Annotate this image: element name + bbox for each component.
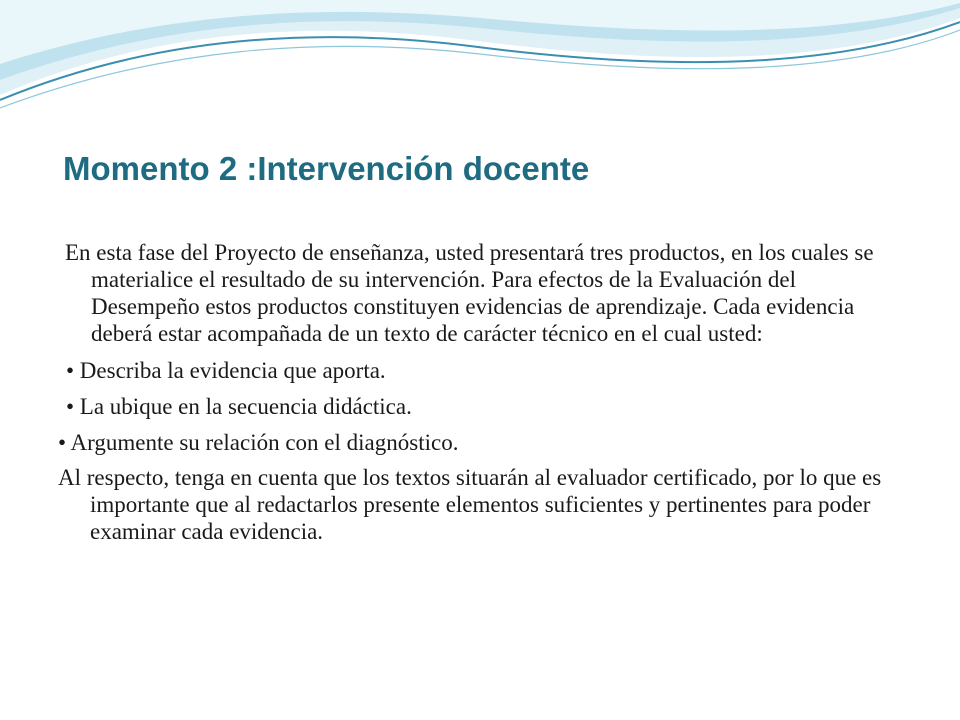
intro-paragraph: En esta fase del Proyecto de enseñanza, usted presentará tres productos, en los cuales se materialice el resultado de su intervención. Para efectos de la Evaluación del Desempeño estos productos constituyen evidencias de aprendizaje. Cada evidencia deberá estar acompañada de un texto de carácter técnico en el cual usted: — [65, 240, 874, 346]
slide-body — [58, 239, 908, 545]
bullet-locate: • La ubique en la secuencia didáctica. — [66, 394, 412, 419]
closing-paragraph: Al respecto, tenga en cuenta que los textos situarán al evaluador certificado, por lo que es importante que al redactarlos presente elementos suficientes y pertinentes para poder examinar cada evidencia. — [58, 465, 882, 544]
slide-title — [63, 145, 589, 193]
title-colon: : — [246, 150, 258, 187]
title-topic: Intervención docente — [257, 150, 590, 187]
decorative-wave-header — [0, 0, 960, 120]
bullet-argue: • Argumente su relación con el diagnóstico. — [58, 430, 459, 455]
title-moment: Momento 2 — [63, 150, 247, 187]
bullet-describe: • Describa la evidencia que aporta. — [66, 358, 386, 383]
